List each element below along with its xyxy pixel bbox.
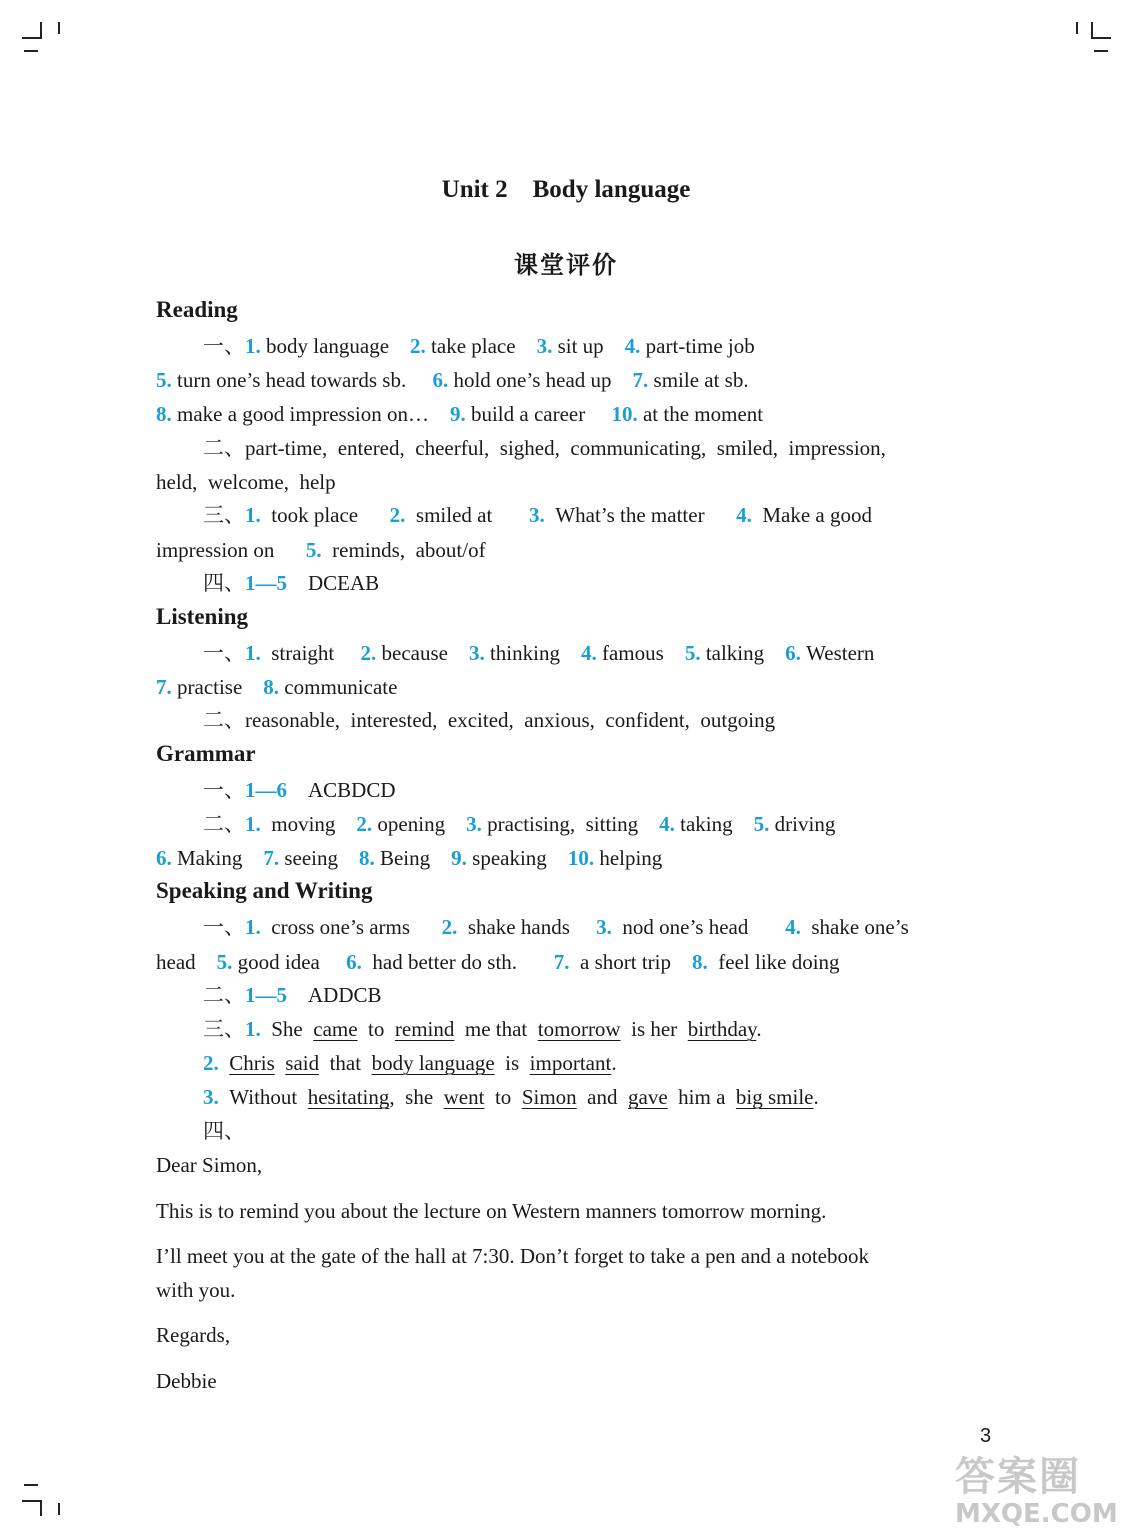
underlined-word: Simon	[521, 1085, 577, 1109]
underlined-word: remind	[394, 1017, 455, 1041]
answer-text: a short trip	[580, 950, 672, 974]
watermark-logo	[955, 1455, 1118, 1529]
answer-text: ADDCB	[308, 983, 382, 1007]
item-number: 4.	[736, 503, 752, 527]
speaking-exercise-3-sentence-2	[203, 1050, 617, 1076]
speaking-exercise-1-line-1	[203, 914, 909, 940]
crop-mark-top-right	[1094, 50, 1108, 52]
answer-text: practising, sitting	[487, 812, 639, 836]
grammar-exercise-2-line-2	[156, 845, 662, 871]
underlined-word: said	[285, 1051, 320, 1075]
item-number: 6.	[346, 950, 362, 974]
item-number: 10.	[567, 846, 595, 870]
exercise-label: 二、	[203, 812, 245, 836]
reading-exercise-1-line-3	[156, 401, 763, 427]
item-number: 1.	[245, 334, 261, 358]
answer-text: took place	[271, 503, 359, 527]
item-number: 2.	[389, 503, 406, 527]
sentence-word: .	[611, 1051, 617, 1075]
answer-text: take place	[431, 334, 516, 358]
sentence-word: is	[505, 1051, 520, 1075]
speaking-exercise-1-line-2	[156, 949, 840, 975]
sentence-word: and	[587, 1085, 618, 1109]
answer-text: build a career	[470, 402, 586, 426]
underlined-word: big smile	[735, 1085, 814, 1109]
letter-body-line-1: This is to remind you about the lecture on Western manners tomorrow morning.	[156, 1199, 827, 1223]
sentence-word: that	[329, 1051, 362, 1075]
answer-text: feel like doing	[718, 950, 840, 974]
answer-text: Make a good	[762, 503, 872, 527]
answer-text: shake one’s	[811, 915, 909, 939]
grammar-exercise-1	[203, 777, 396, 803]
underlined-word: birthday	[687, 1017, 757, 1041]
item-number: 5.	[753, 812, 770, 836]
item-number: 4.	[624, 334, 641, 358]
answer-text: DCEAB	[308, 571, 380, 595]
sentence-word: Without	[229, 1085, 298, 1109]
speaking-exercise-3-sentence-3	[203, 1084, 819, 1110]
answer-text: communicate	[284, 675, 398, 699]
crop-mark-top-left	[22, 37, 42, 39]
crop-mark-bottom-left	[24, 1484, 38, 1486]
item-range: 1—5	[245, 571, 287, 595]
item-number: 4.	[785, 915, 801, 939]
section-heading-listening: Listening	[156, 604, 249, 629]
exercise-label: 一、	[203, 334, 245, 358]
item-number: 9.	[451, 846, 467, 870]
answer-text: opening	[377, 812, 446, 836]
underlined-word: tomorrow	[537, 1017, 621, 1041]
item-number: 4.	[659, 812, 675, 836]
sentence-word: him a	[678, 1085, 726, 1109]
crop-mark-bottom-left	[22, 1500, 42, 1502]
item-number: 5.	[156, 368, 172, 392]
item-number: 4.	[580, 641, 597, 665]
answer-text: cross one’s arms	[271, 915, 411, 939]
item-number: 3.	[466, 812, 482, 836]
answer-text: reminds, about/of	[332, 538, 486, 562]
item-number: 1.	[245, 503, 261, 527]
exercise-label: 四、	[203, 1119, 245, 1143]
section-heading-speaking-writing: Speaking and Writing	[156, 878, 373, 903]
grammar-exercise-2-line-1	[203, 811, 835, 837]
exercise-label: 三、	[203, 503, 245, 527]
crop-mark-bottom-left	[58, 1503, 60, 1515]
item-range: 1—6	[245, 778, 287, 802]
listening-exercise-1-line-1	[203, 640, 874, 666]
answer-text: Being	[379, 846, 431, 870]
item-number: 8.	[358, 846, 375, 870]
item-number: 9.	[449, 402, 466, 426]
item-number: 1.	[245, 641, 261, 665]
exercise-label: 二、	[203, 983, 245, 1007]
answer-text: smiled at	[415, 503, 493, 527]
answer-text: practise	[177, 675, 243, 699]
answer-text: impression on	[156, 538, 275, 562]
reading-exercise-1-line-1	[203, 333, 755, 359]
item-number: 2.	[203, 1051, 219, 1075]
answer-text: make a good impression on…	[177, 402, 429, 426]
item-number: 2.	[410, 334, 426, 358]
answer-text: body language	[266, 334, 390, 358]
answer-text: turn one’s head towards sb.	[177, 368, 407, 392]
listening-exercise-2	[203, 707, 775, 733]
answer-text: taking	[680, 812, 733, 836]
answer-text: Western	[806, 641, 875, 665]
underlined-word: important	[529, 1051, 612, 1075]
item-number: 1.	[245, 915, 261, 939]
sentence-word: me that	[464, 1017, 528, 1041]
exercise-label: 一、	[203, 915, 245, 939]
item-number: 1.	[245, 1017, 261, 1041]
answer-text: shake hands	[467, 915, 570, 939]
underlined-word: body language	[371, 1051, 495, 1075]
speaking-exercise-2	[203, 982, 382, 1008]
item-number: 3.	[468, 641, 485, 665]
sentence-word: She	[271, 1017, 303, 1041]
item-number: 7.	[553, 950, 570, 974]
answer-text: held, welcome, help	[156, 470, 336, 494]
sentence-word: is her	[631, 1017, 678, 1041]
watermark-text: MXQE.COM	[955, 1499, 1118, 1529]
exercise-label: 一、	[203, 641, 245, 665]
crop-mark-top-left	[24, 50, 38, 52]
answer-text: part-time, entered, cheerful, sighed, communicating, smiled, impression,	[245, 436, 886, 460]
underlined-word: came	[313, 1017, 358, 1041]
letter-closing: Regards,	[156, 1323, 231, 1347]
exercise-label: 二、	[203, 708, 245, 732]
reading-exercise-4	[203, 570, 379, 596]
item-number: 7.	[632, 368, 649, 392]
item-number: 3.	[596, 915, 612, 939]
answer-text: had better do sth.	[372, 950, 518, 974]
item-number: 3.	[203, 1085, 219, 1109]
answer-text: straight	[271, 641, 335, 665]
answer-text: driving	[774, 812, 836, 836]
answer-text: smile at sb.	[653, 368, 749, 392]
item-number: 3.	[529, 503, 545, 527]
answer-text: thinking	[489, 641, 560, 665]
crop-mark-top-left	[40, 22, 42, 38]
answer-text: good idea	[237, 950, 320, 974]
item-range: 1—5	[245, 983, 287, 1007]
reading-exercise-2-line-1	[203, 435, 886, 461]
item-number: 8.	[156, 402, 172, 426]
answer-text: part-time job	[645, 334, 755, 358]
letter-greeting: Dear Simon,	[156, 1153, 263, 1177]
reading-exercise-2-line-2	[156, 469, 336, 495]
answer-text: moving	[271, 812, 336, 836]
sentence-word: .	[813, 1085, 819, 1109]
page-number: 3	[980, 1425, 992, 1447]
answer-text: head	[156, 950, 196, 974]
answer-text: hold one’s head up	[453, 368, 612, 392]
crop-mark-top-right	[1091, 37, 1111, 39]
item-number: 2.	[360, 641, 377, 665]
reading-exercise-3-line-1	[203, 502, 872, 528]
answer-text: at the moment	[642, 402, 764, 426]
underlined-word: Chris	[229, 1051, 275, 1075]
letter-signature: Debbie	[156, 1369, 217, 1393]
speaking-exercise-3-sentence-1	[203, 1016, 762, 1042]
item-number: 6.	[785, 641, 801, 665]
item-number: 10.	[611, 402, 638, 426]
speaking-exercise-4	[203, 1118, 245, 1144]
answer-text: nod one’s head	[622, 915, 749, 939]
item-number: 2.	[441, 915, 458, 939]
crop-mark-bottom-left	[40, 1500, 42, 1516]
crop-mark-top-right	[1076, 22, 1078, 34]
item-number: 7.	[156, 675, 172, 699]
sentence-word: , she	[389, 1085, 434, 1109]
exercise-label: 二、	[203, 436, 245, 460]
exercise-label: 四、	[203, 571, 245, 595]
item-number: 5.	[684, 641, 701, 665]
letter-body-line-3: with you.	[156, 1278, 236, 1302]
answer-text: reasonable, interested, excited, anxious, confident, outgoing	[245, 708, 776, 732]
item-number: 8.	[692, 950, 708, 974]
sentence-word: .	[756, 1017, 762, 1041]
answer-text: helping	[599, 846, 663, 870]
section-heading-grammar: Grammar	[156, 741, 256, 766]
crop-mark-top-left	[58, 22, 60, 34]
underlined-word: went	[443, 1085, 485, 1109]
item-number: 5.	[305, 538, 322, 562]
answer-text: famous	[601, 641, 664, 665]
watermark-text: 答案圈	[955, 1454, 1081, 1500]
underlined-word: hesitating	[307, 1085, 390, 1109]
item-number: 6.	[156, 846, 172, 870]
sentence-word: to	[368, 1017, 385, 1041]
answer-text: talking	[705, 641, 765, 665]
exercise-label: 三、	[203, 1017, 245, 1041]
answer-text: because	[381, 641, 448, 665]
answer-text: sit up	[557, 334, 604, 358]
item-number: 6.	[432, 368, 449, 392]
item-number: 2.	[356, 812, 373, 836]
listening-exercise-1-line-2	[156, 674, 397, 700]
sentence-word: to	[494, 1085, 512, 1109]
item-number: 1.	[245, 812, 261, 836]
answer-text: ACBDCD	[308, 778, 396, 802]
exercise-label: 一、	[203, 778, 245, 802]
answer-text: seeing	[284, 846, 338, 870]
section-heading-reading: Reading	[156, 297, 238, 322]
answer-text: What’s the matter	[555, 503, 705, 527]
underlined-word: gave	[628, 1085, 668, 1109]
reading-exercise-1-line-2	[156, 367, 749, 393]
page-subtitle: 课堂评价	[514, 251, 618, 279]
reading-exercise-3-line-2	[156, 537, 486, 563]
unit-title: Unit 2 Body language	[441, 176, 691, 203]
item-number: 5.	[216, 950, 233, 974]
answer-text: speaking	[472, 846, 547, 870]
item-number: 3.	[536, 334, 553, 358]
item-number: 7.	[263, 846, 280, 870]
item-number: 8.	[263, 675, 280, 699]
letter-body-line-2: I’ll meet you at the gate of the hall at 7:30. Don’t forget to take a pen and a notebook	[156, 1244, 870, 1268]
crop-mark-top-right	[1091, 22, 1093, 38]
answer-text: Making	[177, 846, 243, 870]
